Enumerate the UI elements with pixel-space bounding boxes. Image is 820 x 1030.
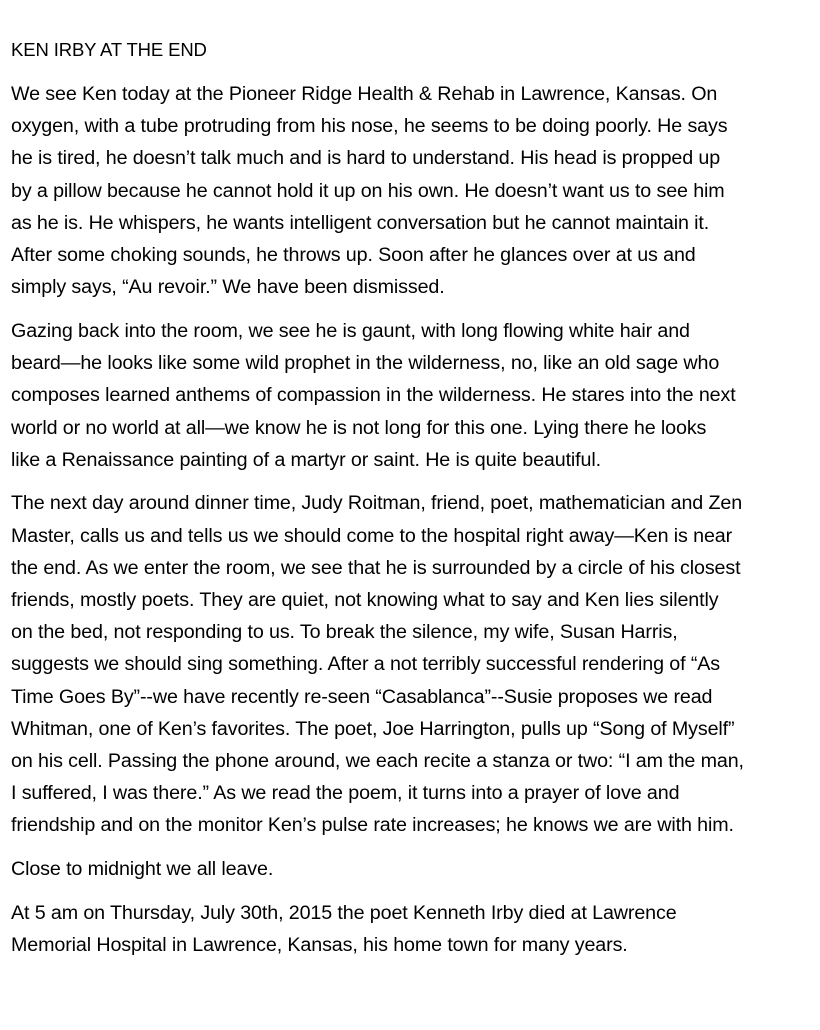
text-line: world or no world at all—we know he is not long for this one. Lying there he looks — [11, 416, 707, 439]
text-line: Memorial Hospital in Lawrence, Kansas, his home town for many years. — [11, 934, 628, 957]
document-page — [11, 34, 820, 973]
text-line: the end. As we enter the room, we see that he is surrounded by a circle of his closest — [11, 556, 741, 579]
document-title: KEN IRBY AT THE END — [11, 39, 207, 60]
text-line: Time Goes By”--we have recently re-seen “Casablanca”--Susie proposes we read — [11, 685, 713, 708]
text-line: Close to midnight we all leave. — [11, 858, 274, 881]
text-line: as he is. He whispers, he wants intelligent conversation but he cannot maintain it. — [11, 211, 710, 234]
text-line: After some choking sounds, he throws up. Soon after he glances over at us and — [11, 244, 696, 267]
text-line: simply says, “Au revoir.” We have been dismissed. — [11, 276, 445, 299]
text-line: suggests we should sing something. After a not terribly successful rendering of “As — [11, 653, 720, 676]
text-line: Whitman, one of Ken’s favorites. The poet, Joe Harrington, pulls up “Song of Myself” — [11, 717, 735, 740]
text-line: by a pillow because he cannot hold it up on his own. He doesn’t want us to see him — [11, 179, 725, 202]
paragraph-midnight — [11, 853, 820, 885]
text-line: he is tired, he doesn’t talk much and is hard to understand. His head is propped up — [11, 147, 721, 170]
text-line: like a Renaissance painting of a martyr or saint. He is quite beautiful. — [11, 448, 601, 471]
text-line: The next day around dinner time, Judy Roitman, friend, poet, mathematician and Zen — [11, 492, 743, 515]
text-line: on his cell. Passing the phone around, we each recite a stanza or two: “I am the man, — [11, 750, 744, 773]
text-line: on the bed, not responding to us. To break the silence, my wife, Susan Harris, — [11, 621, 678, 644]
paragraph-next-day — [11, 487, 820, 841]
text-line: friendship and on the monitor Ken’s pulse rate increases; he knows we are with him. — [11, 814, 734, 837]
paragraph-death — [11, 897, 820, 961]
text-line: composes learned anthems of compassion in the wilderness. He stares into the next — [11, 384, 736, 407]
text-line: Gazing back into the room, we see he is gaunt, with long flowing white hair and — [11, 319, 690, 342]
text-line: oxygen, with a tube protruding from his nose, he seems to be doing poorly. He says — [11, 115, 728, 138]
paragraph-visit — [11, 78, 820, 303]
text-line: beard—he looks like some wild prophet in the wilderness, no, like an old sage who — [11, 352, 720, 375]
text-line: I suffered, I was there.” As we read the poem, it turns into a prayer of love and — [11, 782, 680, 805]
text-line: friends, mostly poets. They are quiet, not knowing what to say and Ken lies silently — [11, 589, 719, 612]
text-line: We see Ken today at the Pioneer Ridge Health & Rehab in Lawrence, Kansas. On — [11, 83, 718, 105]
text-line: Master, calls us and tells us we should come to the hospital right away—Ken is near — [11, 524, 733, 547]
text-line: At 5 am on Thursday, July 30th, 2015 the poet Kenneth Irby died at Lawrence — [11, 901, 677, 924]
paragraph-gazing — [11, 315, 820, 476]
